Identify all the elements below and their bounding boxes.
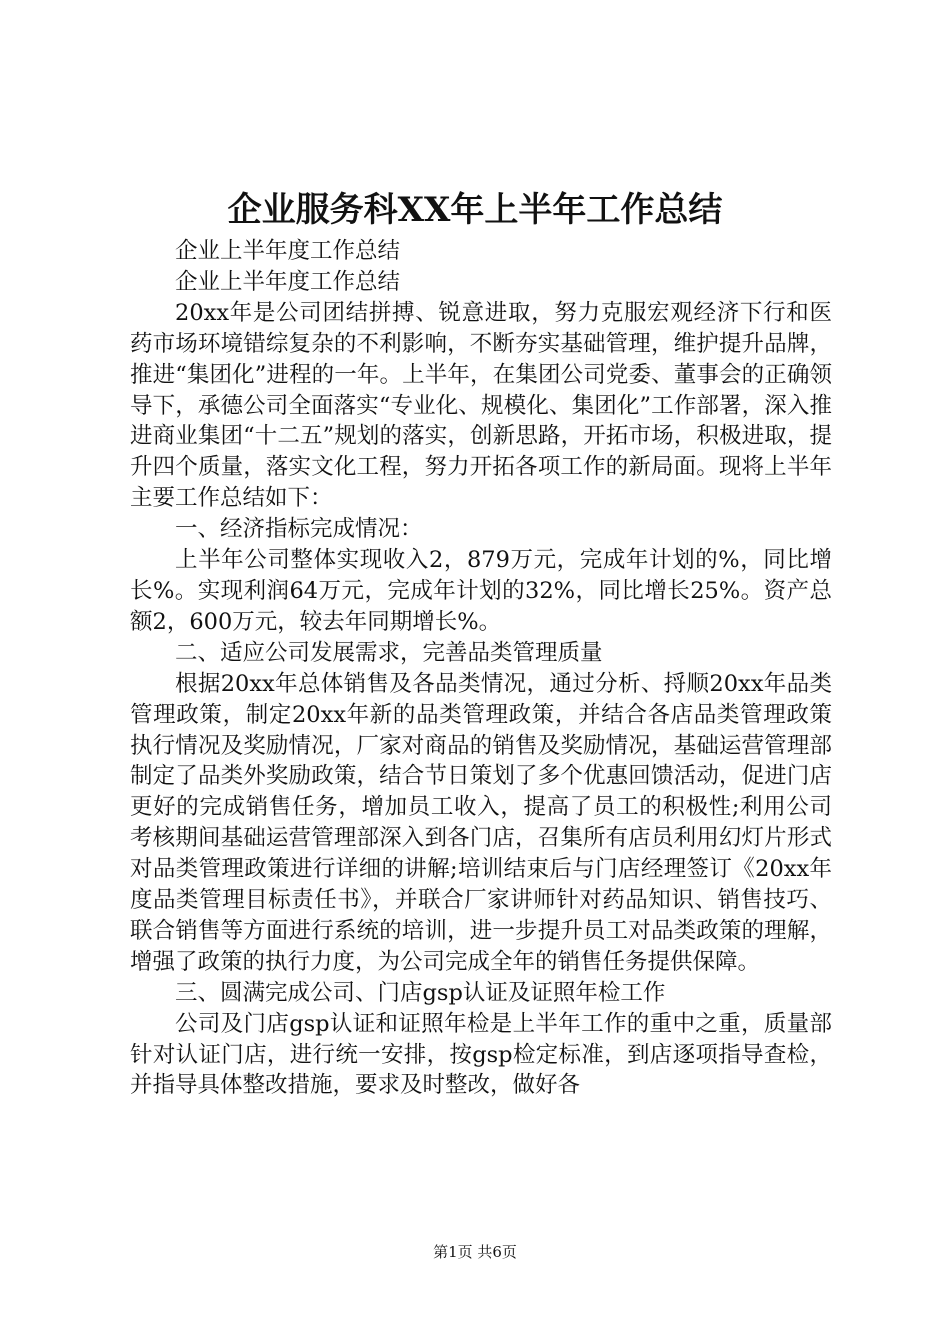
page-number-footer: 第1页 共6页 [433,1243,517,1261]
section-heading-2: 二、适应公司发展需求，完善品类管理质量 [175,639,603,666]
document-body [130,236,832,1101]
section-heading-3: 三、圆满完成公司、门店gsp认证及证照年检工作 [175,979,666,1006]
section-heading-1: 一、经济指标完成情况： [175,516,423,543]
paragraph-subtitle-2: 企业上半年度工作总结 [175,268,401,295]
document-title: 企业服务科XX年上半年工作总结 [227,190,723,230]
paragraph-category-management: 根据20xx年总体销售及各品类情况，通过分析、捋顺20xx年品类管理政策，制定20xx年新的品类管理政策，并结合各店品类管理政策执行情况及奖励情况，厂家对商品的销售及奖励情况，基础运营管理部制定了品类外奖励政策，结合节日策划了多个优惠回馈活动，促进门店更好的完成销售任务，增加员工收入，提高了员工的积极性;利用公司考核期间基础运营管理部深入到各门店，召集所有店员利用幻灯片形式对品类管理政策进行详细的讲解;培训结束后与门店经理签订《20xx年度品类管理目标责任书》，并联合厂家讲师针对药品知识、销售技巧、联合销售等方面进行系统的培训，进一步提升员工对品类政策的理解，增强了政策的执行力度，为公司完成全年的销售任务提供保障。 [130,670,832,975]
paragraph-gsp-certification: 公司及门店gsp认证和证照年检是上半年工作的重中之重，质量部针对认证门店，进行统一安排，按gsp检定标准，到店逐项指导查检，并指导具体整改措施，要求及时整改，做好各 [130,1010,832,1099]
paragraph-intro: 20xx年是公司团结拼搏、锐意进取，努力克服宏观经济下行和医药市场环境错综复杂的不利影响，不断夯实基础管理，维护提升品牌，推进“集团化”进程的一年。上半年，在集团公司党委、董事会的正确领导下，承德公司全面落实“专业化、规模化、集团化”工作部署，深入推进商业集团“十二五”规划的落实，创新思路，开拓市场，积极进取，提升四个质量，落实文化工程，努力开拓各项工作的新局面。现将上半年主要工作总结如下： [130,299,832,512]
paragraph-subtitle-1: 企业上半年度工作总结 [175,238,401,264]
paragraph-economic-indicators: 上半年公司整体实现收入2，879万元，完成年计划的%，同比增长%。实现利润64万元，完成年计划的32%，同比增长25%。资产总额2，600万元，较去年同期增长%。 [130,547,832,635]
